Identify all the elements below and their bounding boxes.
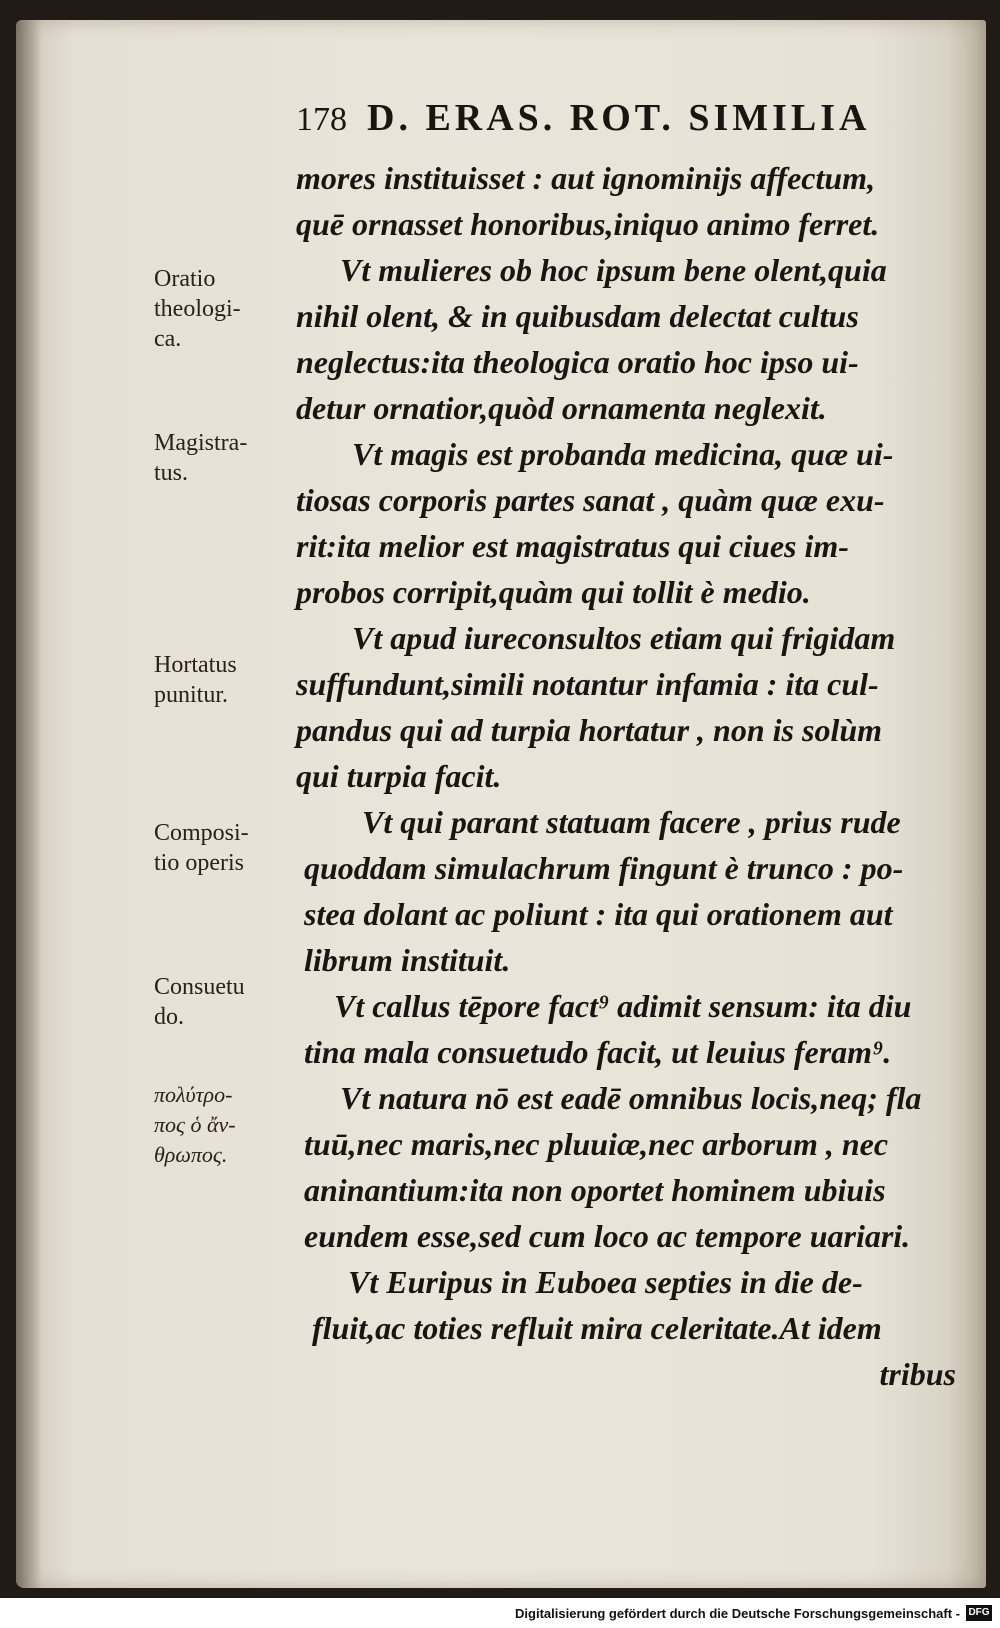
- text-line: Vt natura nō est eadē omnibus locis,neq; fla: [340, 1080, 922, 1116]
- text-line: librum instituit.: [304, 942, 511, 978]
- running-head: [296, 96, 936, 144]
- text-line: suffundunt,simili notantur infamia : ita cul-: [296, 666, 879, 702]
- marginal-gloss: Hortatus punitur.: [154, 652, 237, 708]
- text-line: neglectus:ita theologica oratio hoc ipso ui-: [296, 344, 859, 380]
- text-line: Vt qui parant statuam facere , prius rude: [362, 804, 901, 840]
- page-number: 178: [296, 101, 347, 138]
- marginal-gloss: Composi- tio operis: [154, 820, 249, 876]
- text-line: fluit,ac toties refluit mira celeritate.At idem: [312, 1310, 882, 1346]
- text-line: probos corripit,quàm qui tollit è medio.: [296, 574, 811, 610]
- text-line: Vt callus tēpore fact⁹ adimit sensum: ita diu: [334, 988, 912, 1024]
- text-line: nihil olent, & in quibusdam delectat cultus: [296, 298, 859, 334]
- text-line: mores instituisset : aut ignominijs affectum,: [296, 160, 876, 196]
- marginal-gloss: Oratio theologi- ca.: [154, 266, 241, 352]
- dfg-logo: DFG: [966, 1605, 992, 1621]
- page-gutter-shadow: [16, 20, 42, 1588]
- running-title: D. ERAS. ROT. SIMILIA: [367, 97, 871, 139]
- text-line: eundem esse,sed cum loco ac tempore uariari.: [304, 1218, 911, 1254]
- text-line: Vt Euripus in Euboea septies in die de-: [348, 1264, 863, 1300]
- text-line: aninantium:ita non oportet hominem ubiuis: [304, 1172, 886, 1208]
- marginal-gloss: Magistra- tus.: [154, 430, 248, 486]
- text-line: rit:ita melior est magistratus qui ciues im-: [296, 528, 849, 564]
- marginal-gloss: Consuetu do.: [154, 974, 245, 1030]
- text-line: tina mala consuetudo facit, ut leuius feram⁹.: [304, 1034, 892, 1070]
- text-line: detur ornatior,quòd ornamenta neglexit.: [296, 390, 827, 426]
- footer-credit: Digitalisierung gefördert durch die Deutsche Forschungsgemeinschaft -: [515, 1605, 960, 1621]
- text-line: Vt apud iureconsultos etiam qui frigidam: [352, 620, 896, 656]
- text-line: tuū,nec maris,nec pluuiæ,nec arborum , nec: [304, 1126, 889, 1162]
- text-line: tiosas corporis partes sanat , quàm quæ exu-: [296, 482, 885, 518]
- digitization-footer: [0, 1598, 1000, 1628]
- catchword: tribus: [879, 1356, 956, 1392]
- text-line: stea dolant ac poliunt : ita qui orationem aut: [304, 896, 893, 932]
- text-line: quē ornasset honoribus,iniquo animo ferret.: [296, 206, 880, 242]
- text-line: quoddam simulachrum fingunt è trunco : po-: [304, 850, 904, 886]
- text-line: qui turpia facit.: [296, 758, 502, 794]
- text-line: Vt magis est probanda medicina, quæ ui-: [352, 436, 894, 472]
- text-line: Vt mulieres ob hoc ipsum bene olent,quia: [340, 252, 887, 288]
- marginal-gloss-greek: πολύτρο- πος ὁ ἄν- θρωπος.: [154, 1082, 236, 1167]
- text-line: pandus qui ad turpia hortatur , non is solùm: [296, 712, 883, 748]
